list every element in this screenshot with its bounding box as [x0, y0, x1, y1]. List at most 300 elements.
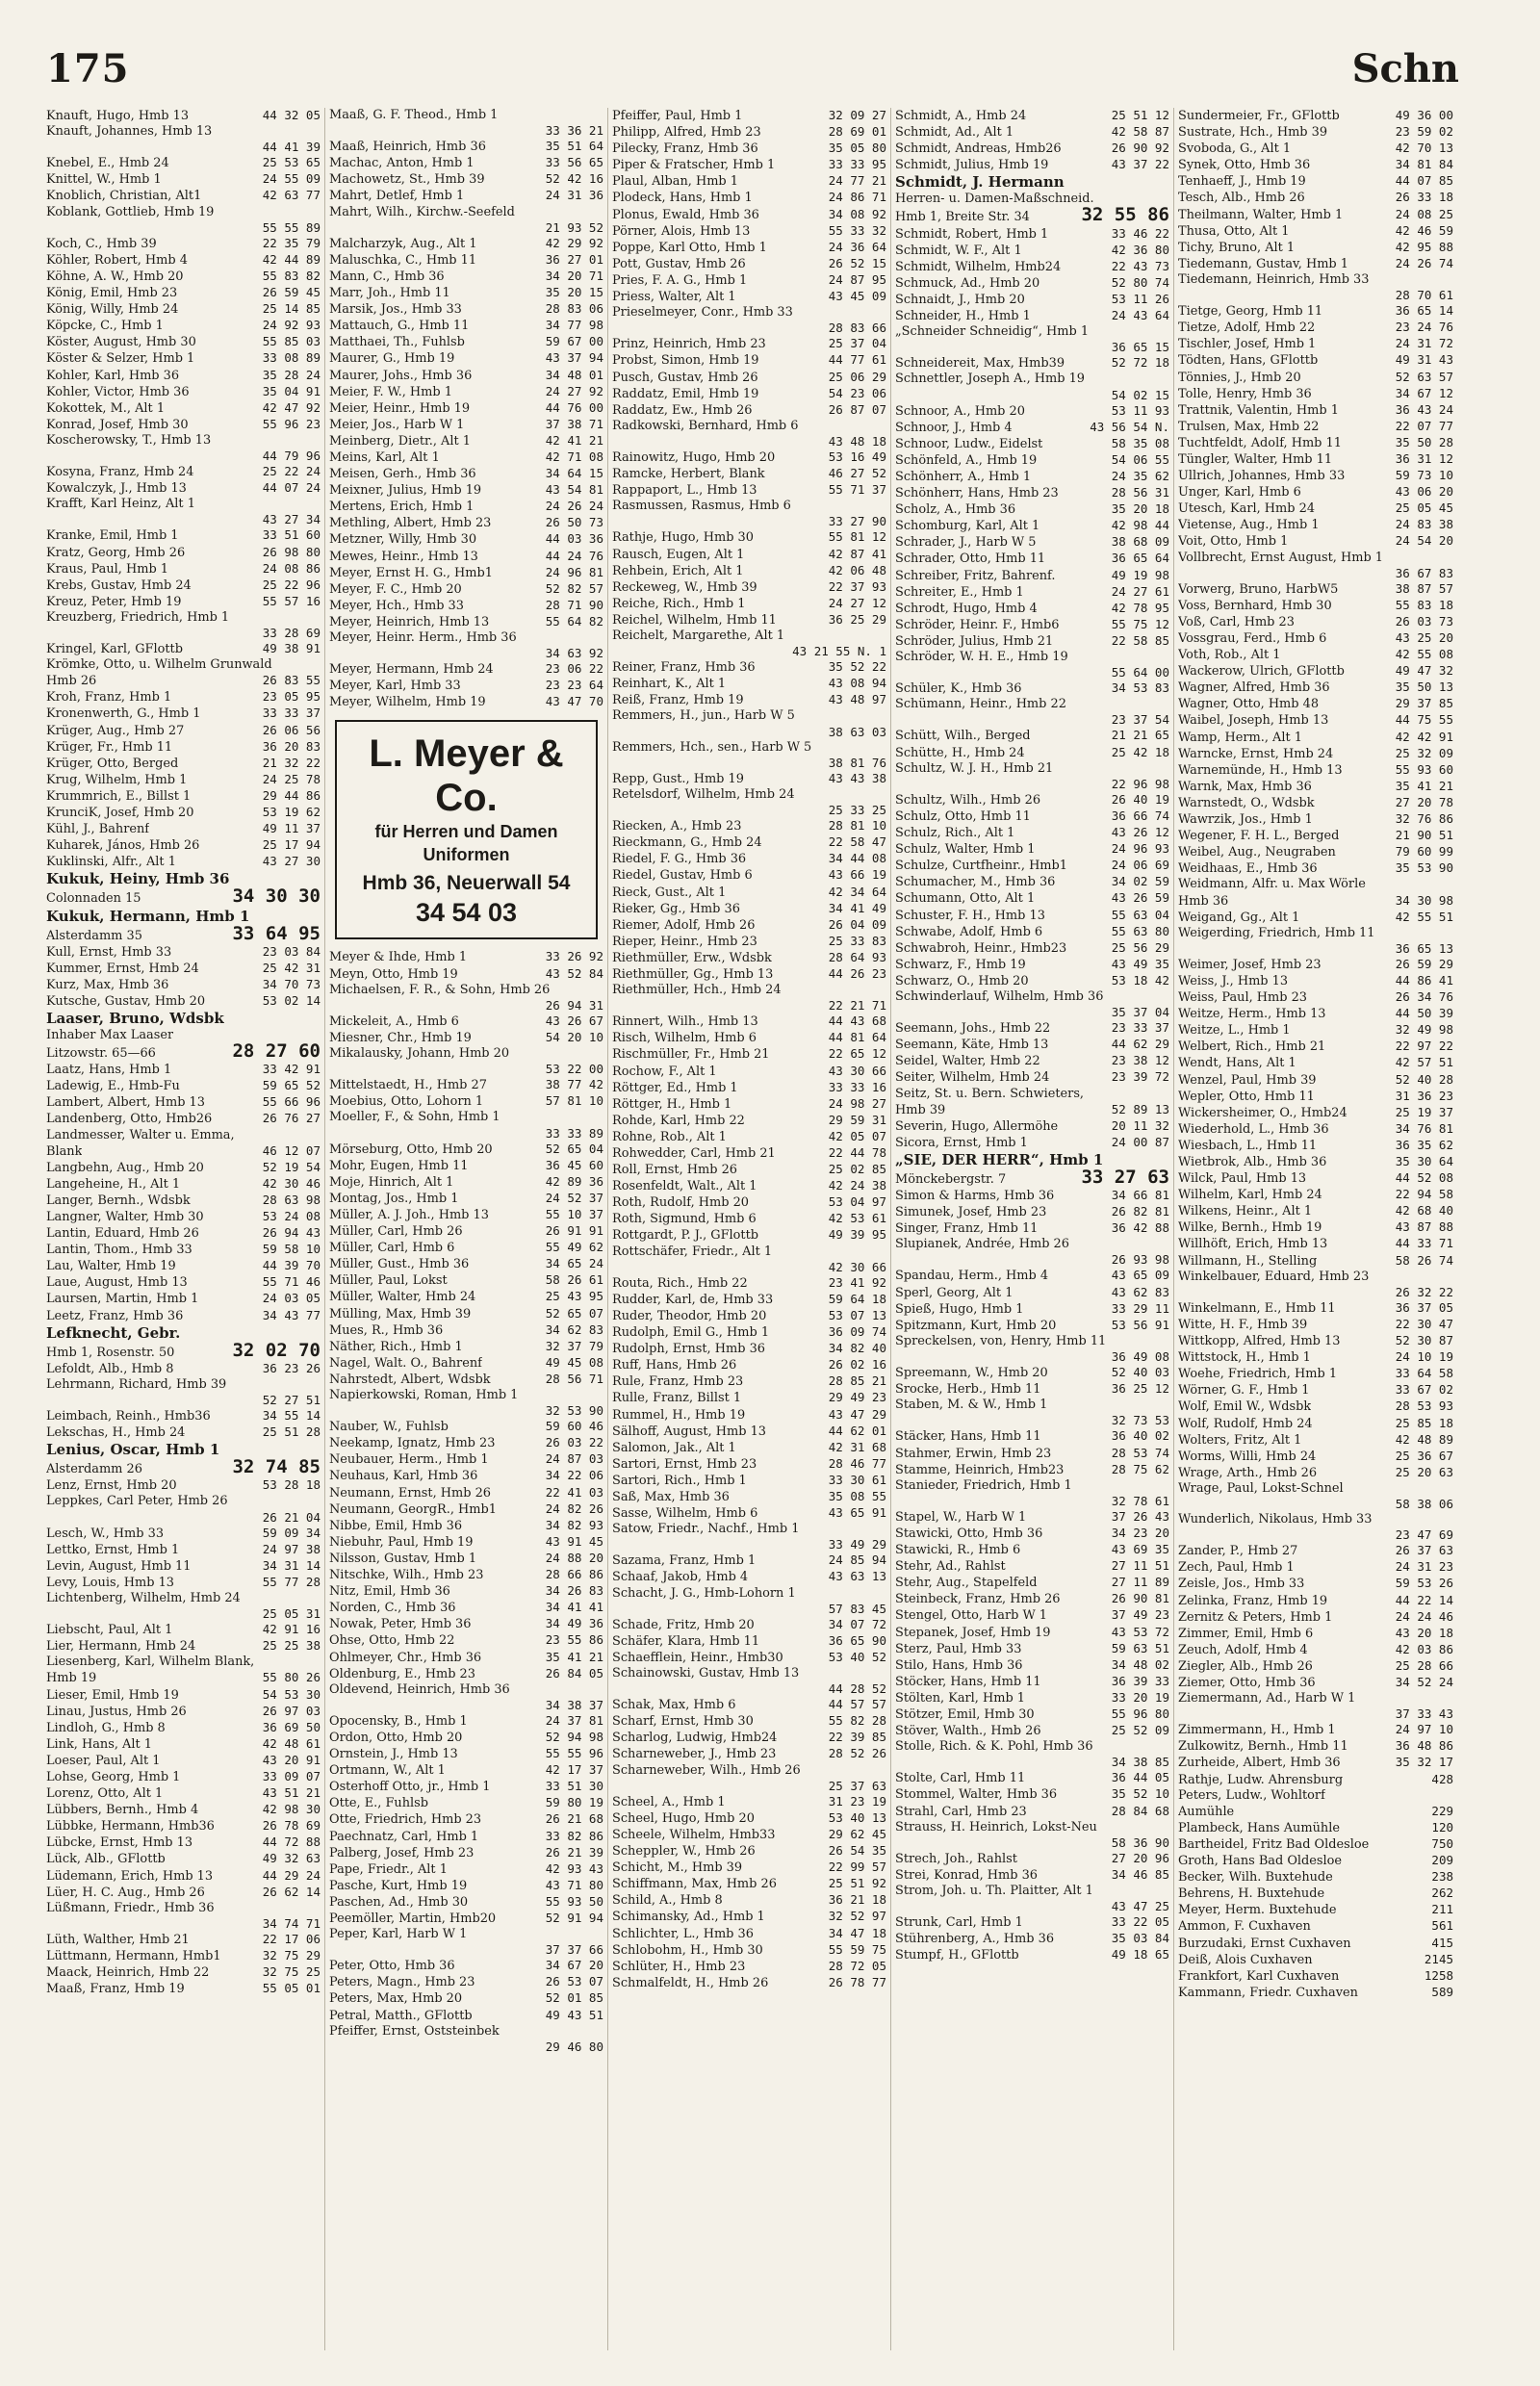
directory-entry — [329, 1551, 603, 1567]
entry-name: Sundermeier, Fr., GFlottb — [1178, 109, 1340, 123]
directory-entry — [895, 1478, 1169, 1494]
directory-entry — [895, 1641, 1169, 1657]
directory-entry — [612, 449, 886, 466]
entry-name: Norden, C., Hmb 36 — [329, 1601, 456, 1616]
directory-entry — [1178, 973, 1453, 989]
entry-phone: 28 56 31 — [1111, 485, 1169, 500]
entry-name: Reiche, Rich., Hmb 1 — [612, 596, 746, 611]
entry-name: Otte, Friedrich, Hmb 23 — [329, 1812, 482, 1828]
entry-phone: 34 08 92 — [828, 206, 886, 221]
directory-entry — [1178, 989, 1453, 1006]
directory-entry — [329, 1485, 603, 1501]
directory-entry — [1178, 1317, 1453, 1333]
entry-name: Mörseburg, Otto, Hmb 20 — [329, 1142, 493, 1157]
directory-entry — [895, 534, 1169, 551]
entry-phone: 24 31 72 — [1395, 336, 1453, 351]
entry-phone: 34 82 40 — [828, 1341, 886, 1356]
directory-entry — [895, 501, 1169, 518]
directory-entry — [1178, 614, 1453, 630]
entry-phone: 53 24 08 — [262, 1209, 321, 1223]
directory-entry — [895, 1446, 1169, 1462]
ad-title: L. Meyer & Co. — [369, 732, 564, 820]
directory-column-2 — [325, 108, 608, 2350]
directory-entry — [1178, 811, 1453, 828]
directory-entry — [895, 518, 1169, 534]
entry-name: Prinz, Heinrich, Hmb 23 — [612, 337, 766, 352]
entry-phone: 55 77 28 — [262, 1574, 321, 1589]
directory-entry — [46, 384, 321, 400]
directory-entry — [895, 825, 1169, 841]
entry-name: Schwabroh, Heinr., Hmb23 — [895, 940, 1067, 956]
directory-entry — [329, 171, 603, 188]
directory-entry — [1178, 1836, 1453, 1853]
entry-name: Rudolph, Emil G., Hmb 1 — [612, 1325, 770, 1341]
entry-name: Reinhart, K., Alt 1 — [612, 677, 727, 692]
directory-entry — [895, 1020, 1169, 1037]
entry-phone: 43 08 94 — [828, 676, 886, 691]
entry-phone: 53 11 26 — [1111, 291, 1169, 306]
entry-name: Kreuzberg, Friedrich, Hmb 1 — [46, 609, 230, 625]
directory-entry — [329, 1062, 603, 1077]
entry-phone: 28 84 68 — [1111, 1803, 1169, 1818]
entry-phone: 34 07 72 — [828, 1616, 886, 1631]
entry-name: Reichelt, Margarethe, Alt 1 — [612, 629, 785, 643]
entry-phone: 59 60 46 — [545, 1419, 603, 1434]
directory-entry — [895, 436, 1169, 452]
directory-entry — [46, 124, 321, 140]
directory-entry — [329, 252, 603, 269]
entry-phone: 43 53 72 — [1111, 1624, 1169, 1639]
entry-name: Michaelsen, F. R., & Sohn, Hmb 26 — [329, 982, 551, 997]
entry-phone: 22 44 78 — [828, 1145, 886, 1160]
entry-name: Lübbke, Hermann, Hmb36 — [46, 1819, 215, 1834]
entry-phone: 44 86 41 — [1395, 972, 1453, 988]
entry-name: Schrader, Otto, Hmb 11 — [895, 552, 1046, 567]
entry-name: Wamp, Herm., Alt 1 — [1178, 730, 1302, 745]
directory-entry — [1178, 877, 1453, 892]
directory-entry — [46, 449, 321, 464]
directory-entry — [329, 1845, 603, 1861]
entry-phone: 28 52 26 — [828, 1746, 886, 1761]
entry-phone: 26 59 45 — [262, 285, 321, 300]
entry-phone: 49 38 91 — [262, 641, 321, 656]
entry-name: Schmidt, Ad., Alt 1 — [895, 125, 1014, 141]
entry-phone: 34 41 49 — [828, 900, 886, 915]
entry-name: Konrad, Josef, Hmb 30 — [46, 417, 189, 432]
entry-phone: 36 35 62 — [1395, 1137, 1453, 1152]
entry-name: Schäfer, Klara, Hmb 11 — [612, 1633, 760, 1649]
directory-entry — [46, 1274, 321, 1291]
entry-phone: 44 75 55 — [1395, 712, 1453, 728]
entry-name: Moeller, F., & Sohn, Hmb 1 — [329, 1110, 500, 1125]
directory-entry — [46, 140, 321, 155]
entry-name: Lüßmann, Friedr., Hmb 36 — [46, 1900, 215, 1915]
entry-name: Ziemermann, Ad., Harb W 1 — [1178, 1691, 1356, 1706]
entry-phone: 34 76 81 — [1395, 1120, 1453, 1136]
entry-name: Roth, Sigmund, Hmb 6 — [612, 1212, 757, 1227]
entry-name: Tolle, Henry, Hmb 36 — [1178, 386, 1312, 401]
entry-name: Tüngler, Walter, Hmb 11 — [1178, 451, 1333, 467]
entry-name: Paechnatz, Carl, Hmb 1 — [329, 1829, 479, 1844]
directory-column-1 — [42, 108, 325, 2350]
entry-phone: 32 74 85 — [232, 1456, 321, 1478]
entry-name: Groth, Hans Bad Oldesloe — [1178, 1854, 1343, 1869]
entry-name: Schreiter, E., Hmb 1 — [895, 584, 1024, 600]
directory-entry — [612, 1505, 886, 1522]
entry-name: Levy, Louis, Hmb 13 — [46, 1575, 175, 1590]
entry-phone: 34 81 84 — [1395, 157, 1453, 172]
directory-entry — [1178, 1089, 1453, 1105]
directory-entry — [895, 989, 1169, 1005]
directory-entry — [1178, 1138, 1453, 1154]
directory-entry — [329, 614, 603, 630]
entry-name: Plaul, Alban, Hmb 1 — [612, 174, 738, 190]
entry-name: Roth, Rudolf, Hmb 20 — [612, 1195, 750, 1211]
entry-phone: 34 48 01 — [545, 367, 603, 382]
entry-name: Scharlog, Ludwig, Hmb24 — [612, 1731, 778, 1746]
directory-entry — [1178, 386, 1453, 402]
entry-phone: 25 37 63 — [828, 1778, 886, 1793]
entry-name: Krummrich, E., Billst 1 — [46, 788, 192, 804]
entry-phone: 53 56 91 — [1111, 1317, 1169, 1332]
entry-phone: 55 64 82 — [545, 613, 603, 629]
directory-entry — [46, 1769, 321, 1785]
entry-phone: 34 82 93 — [545, 1517, 603, 1532]
entry-name: Knittel, W., Hmb 1 — [46, 172, 162, 188]
entry-phone: 34 30 98 — [1395, 892, 1453, 908]
entry-phone: 25 20 63 — [1395, 1464, 1453, 1479]
directory-entry — [895, 728, 1169, 744]
entry-name: Mewes, Heinr., Hmb 13 — [329, 549, 478, 564]
entry-name: Wickersheimer, O., Hmb24 — [1178, 1105, 1348, 1120]
entry-phone: 42 95 88 — [1395, 239, 1453, 254]
entry-phone: 24 77 21 — [828, 173, 886, 189]
directory-entry — [895, 1835, 1169, 1851]
entry-phone: 44 07 24 — [262, 480, 321, 496]
directory-entry — [1178, 663, 1453, 680]
directory-entry — [1178, 1755, 1453, 1771]
directory-entry — [329, 1600, 603, 1616]
entry-phone: 23 05 95 — [262, 689, 321, 705]
directory-entry — [612, 1324, 886, 1341]
entry-name: Marsik, Jos., Hmb 33 — [329, 302, 462, 318]
entry-phone: 34 41 41 — [545, 1600, 603, 1615]
directory-entry — [46, 1242, 321, 1258]
entry-name: Schaaf, Jakob, Hmb 4 — [612, 1570, 749, 1585]
directory-entry — [46, 837, 321, 854]
directory-entry — [46, 368, 321, 384]
entry-phone: 44 41 39 — [262, 140, 321, 155]
directory-entry — [895, 1462, 1169, 1478]
directory-entry — [46, 739, 321, 756]
directory-entry — [612, 917, 886, 934]
entry-phone: 28 69 01 — [828, 124, 886, 140]
directory-entry — [329, 1110, 603, 1125]
directory-entry — [612, 1666, 886, 1681]
entry-name: Synek, Otto, Hmb 36 — [1178, 158, 1311, 173]
entry-phone: 26 34 76 — [1395, 989, 1453, 1005]
directory-entry — [46, 673, 321, 689]
directory-entry — [895, 1087, 1169, 1102]
entry-phone: 24 43 64 — [1111, 308, 1169, 323]
entry-phone: 36 44 05 — [1111, 1770, 1169, 1785]
entry-name: Laursen, Martin, Hmb 1 — [46, 1292, 199, 1307]
directory-entry — [329, 1878, 603, 1894]
entry-phone: 33 20 19 — [1111, 1689, 1169, 1705]
directory-entry — [46, 285, 321, 301]
entry-name: Link, Hans, Alt 1 — [46, 1736, 152, 1752]
directory-entry — [895, 1526, 1169, 1542]
entry-phone: 22 41 03 — [545, 1484, 603, 1500]
entry-name: Stehr, Ad., Rahlst — [895, 1559, 1006, 1575]
directory-entry — [895, 1166, 1169, 1188]
entry-phone: 34 46 85 — [1111, 1866, 1169, 1882]
entry-phone: 52 30 87 — [1395, 1333, 1453, 1348]
entry-name: Tietge, Georg, Hmb 11 — [1178, 304, 1323, 320]
directory-entry — [895, 650, 1169, 665]
directory-entry — [46, 977, 321, 993]
directory-entry — [895, 1220, 1169, 1237]
entry-name: Bartheidel, Fritz Bad Oldesloe — [1178, 1836, 1370, 1852]
directory-entry — [46, 1361, 321, 1377]
directory-entry — [46, 155, 321, 171]
entry-name: Sperl, Georg, Alt 1 — [895, 1285, 1014, 1300]
directory-entry — [1178, 1465, 1453, 1481]
entry-name: Lohse, Georg, Hmb 1 — [46, 1770, 181, 1784]
entry-phone: 52 42 16 — [545, 171, 603, 187]
entry-phone: 561 — [1431, 1918, 1453, 1934]
directory-entry — [895, 551, 1169, 567]
entry-name: Pasche, Kurt, Hmb 19 — [329, 1878, 468, 1893]
directory-entry — [329, 630, 603, 646]
entry-phone: 26 62 14 — [262, 1884, 321, 1899]
entry-name: Tenhaeff, J., Hmb 19 — [1178, 174, 1306, 190]
directory-entry — [895, 808, 1169, 825]
directory-entry — [46, 772, 321, 788]
directory-entry — [612, 756, 886, 771]
directory-entry — [612, 1586, 886, 1602]
entry-name: Hmb 36 — [1178, 893, 1229, 909]
directory-entry — [895, 1398, 1169, 1413]
directory-entry — [612, 725, 886, 740]
directory-entry — [46, 1981, 321, 1997]
directory-entry — [895, 1118, 1169, 1135]
directory-entry — [1178, 1559, 1453, 1576]
entry-phone: 33 22 05 — [1111, 1914, 1169, 1930]
entry-name: Schreiber, Fritz, Bahrenf. — [895, 568, 1056, 583]
directory-entry — [895, 1947, 1169, 1963]
entry-name: Lück, Alb., GFlottb — [46, 1852, 166, 1867]
entry-name: Lefknecht, Gebr. — [46, 1323, 181, 1342]
entry-name: Machac, Anton, Hmb 1 — [329, 156, 475, 171]
entry-name: Weidmann, Alfr. u. Max Wörle — [1178, 877, 1366, 892]
entry-name: Scheele, Wilhelm, Hmb33 — [612, 1827, 776, 1842]
directory-entry — [1178, 926, 1453, 941]
directory-entry — [612, 740, 886, 756]
directory-entry — [329, 1256, 603, 1272]
entry-name: Reiner, Franz, Hmb 36 — [612, 660, 756, 676]
directory-entry — [895, 1204, 1169, 1220]
entry-phone: 32 78 61 — [1111, 1493, 1169, 1508]
entry-name: Mickeleit, A., Hmb 6 — [329, 1013, 459, 1029]
directory-entry — [46, 805, 321, 821]
directory-entry — [895, 874, 1169, 890]
entry-name: Steinbeck, Franz, Hmb 26 — [895, 1592, 1061, 1607]
directory-entry — [612, 771, 886, 787]
directory-entry — [329, 350, 603, 367]
entry-phone: 22 96 98 — [1111, 776, 1169, 791]
directory-entry — [46, 885, 321, 908]
entry-phone: 49 43 51 — [545, 2007, 603, 2022]
directory-entry — [895, 1334, 1169, 1349]
directory-entry — [895, 1755, 1169, 1770]
entry-name: Müller, Carl, Hmb 26 — [329, 1224, 463, 1240]
entry-phone: 53 18 42 — [1111, 972, 1169, 988]
directory-entry — [329, 108, 603, 123]
entry-name: Reichel, Wilhelm, Hmb 11 — [612, 612, 777, 628]
entry-phone: 24 24 46 — [1395, 1608, 1453, 1624]
directory-entry — [329, 466, 603, 482]
entry-phone: 42 44 89 — [262, 251, 321, 267]
entry-name: Oldenburg, E., Hmb 23 — [329, 1666, 475, 1681]
entry-name: Röttger, Ed., Hmb 1 — [612, 1080, 738, 1095]
entry-phone: 35 30 64 — [1395, 1154, 1453, 1168]
entry-phone: 25 22 24 — [262, 464, 321, 479]
entry-name: Voit, Otto, Hmb 1 — [1178, 534, 1289, 550]
directory-entry — [612, 1617, 886, 1633]
entry-phone: 49 45 08 — [545, 1354, 603, 1370]
directory-entry — [612, 482, 886, 499]
directory-entry — [612, 1763, 886, 1779]
entry-name: Laue, August, Hmb 13 — [46, 1275, 188, 1291]
directory-column-3 — [608, 108, 891, 2350]
entry-name: Tiedemann, Heinrich, Hmb 33 — [1178, 271, 1370, 287]
entry-phone: 42 53 61 — [828, 1211, 886, 1226]
entry-name: Rummel, H., Hmb 19 — [612, 1407, 746, 1423]
entry-phone: 43 69 35 — [1111, 1542, 1169, 1557]
entry-name: Zernitz & Peters, Hmb 1 — [1178, 1609, 1333, 1625]
entry-name: Ullrich, Johannes, Hmb 33 — [1178, 469, 1346, 484]
directory-entry — [46, 1932, 321, 1948]
entry-phone: 55 83 18 — [1395, 597, 1453, 612]
directory-entry — [46, 1868, 321, 1885]
entry-phone: 25 33 83 — [828, 933, 886, 948]
directory-entry — [329, 1632, 603, 1649]
directory-entry — [612, 1633, 886, 1650]
directory-entry — [46, 1176, 321, 1193]
entry-name: Otte, E., Fuhlsb — [329, 1796, 428, 1811]
entry-name: Schicht, M., Hmb 39 — [612, 1860, 743, 1876]
entry-phone: 46 12 07 — [262, 1142, 321, 1158]
directory-entry — [612, 1096, 886, 1113]
entry-phone: 43 47 25 — [1111, 1899, 1169, 1914]
entry-name: Prieselmeyer, Conr., Hmb 33 — [612, 305, 793, 321]
entry-name: Probst, Simon, Hmb 19 — [612, 353, 759, 369]
entry-phone: 23 55 86 — [545, 1632, 603, 1648]
entry-phone: 55 66 96 — [262, 1094, 321, 1110]
entry-phone: 35 37 04 — [1111, 1005, 1169, 1020]
entry-name: Sartori, Rich., Hmb 1 — [612, 1473, 747, 1488]
entry-phone: 34 67 12 — [1395, 385, 1453, 400]
entry-phone: 23 59 02 — [1395, 124, 1453, 140]
directory-entry — [612, 1341, 886, 1357]
entry-phone: 33 26 92 — [545, 949, 603, 964]
entry-name: Zeisle, Jos., Hmb 33 — [1178, 1577, 1305, 1592]
entry-name: Lantin, Thom., Hmb 33 — [46, 1243, 192, 1258]
entry-phone: 44 26 23 — [828, 965, 886, 981]
entry-name: Opocensky, B., Hmb 1 — [329, 1713, 468, 1729]
entry-name: Schmidt, A., Hmb 24 — [895, 109, 1027, 123]
directory-entry — [1178, 1333, 1453, 1349]
entry-phone: 24 85 94 — [828, 1552, 886, 1568]
entry-phone: 43 71 80 — [545, 1877, 603, 1892]
entry-phone: 24 37 81 — [545, 1712, 603, 1728]
entry-phone: 42 24 38 — [828, 1178, 886, 1193]
directory-entry — [612, 1569, 886, 1585]
directory-entry — [329, 1666, 603, 1682]
entry-name: Pott, Gustav, Hmb 26 — [612, 256, 746, 271]
directory-entry — [612, 1244, 886, 1260]
entry-name: Tietze, Adolf, Hmb 22 — [1178, 321, 1316, 336]
entry-name: Landenberg, Otto, Hmb26 — [46, 1112, 213, 1127]
entry-name: Schmidt, Julius, Hmb 19 — [895, 158, 1049, 173]
directory-entry — [895, 173, 1169, 192]
entry-name: Burzudaki, Ernst Cuxhaven — [1178, 1936, 1351, 1951]
entry-phone: 42 70 13 — [1395, 141, 1453, 156]
entry-phone: 33 33 37 — [262, 706, 321, 721]
entry-name: Nilsson, Gustav, Hmb 1 — [329, 1551, 477, 1566]
directory-entry — [1178, 1039, 1453, 1055]
directory-entry — [46, 1802, 321, 1818]
entry-name: Rottschäfer, Friedr., Alt 1 — [612, 1244, 773, 1259]
entry-phone: 25 43 95 — [545, 1289, 603, 1304]
directory-entry — [612, 851, 886, 867]
directory-entry — [612, 207, 886, 223]
entry-name: Schmidt, J. Hermann — [895, 173, 1065, 192]
entry-phone: 26 59 29 — [1395, 956, 1453, 971]
ad-phone: 34 54 03 — [415, 898, 518, 928]
entry-name: Schönherr, Hans, Hmb 23 — [895, 486, 1059, 501]
entry-phone: 28 75 62 — [1111, 1461, 1169, 1476]
entry-name: Schmidt, Robert, Hmb 1 — [895, 226, 1049, 242]
entry-phone: 53 40 52 — [828, 1649, 886, 1664]
entry-phone: 24 03 05 — [262, 1291, 321, 1306]
directory-entry — [329, 400, 603, 417]
entry-phone: 23 41 92 — [828, 1274, 886, 1290]
entry-name: Nagel, Walt. O., Bahrenf — [329, 1355, 482, 1371]
directory-entry — [612, 1260, 886, 1275]
entry-phone: 22 94 58 — [1395, 1187, 1453, 1202]
directory-entry — [329, 188, 603, 204]
entry-phone: 59 65 52 — [262, 1078, 321, 1093]
directory-entry — [1178, 533, 1453, 550]
entry-name: Warnemünde, H., Hmb 13 — [1178, 762, 1343, 778]
entry-phone: 52 65 04 — [545, 1141, 603, 1156]
directory-entry — [46, 1456, 321, 1478]
entry-phone: 38 68 09 — [1111, 534, 1169, 550]
directory-entry — [612, 1211, 886, 1227]
directory-entry — [895, 1804, 1169, 1820]
entry-name: Meyn, Otto, Hmb 19 — [329, 966, 458, 982]
entry-phone: 54 06 55 — [1111, 451, 1169, 467]
entry-name: Lefoldt, Alb., Hmb 8 — [46, 1361, 174, 1376]
directory-entry — [329, 1990, 603, 2007]
directory-entry — [46, 1494, 321, 1509]
directory-entry — [46, 1622, 321, 1638]
directory-entry — [1178, 1593, 1453, 1609]
entry-name: Stöver, Walth., Hmb 26 — [895, 1724, 1041, 1739]
entry-phone: 42 98 30 — [262, 1802, 321, 1817]
